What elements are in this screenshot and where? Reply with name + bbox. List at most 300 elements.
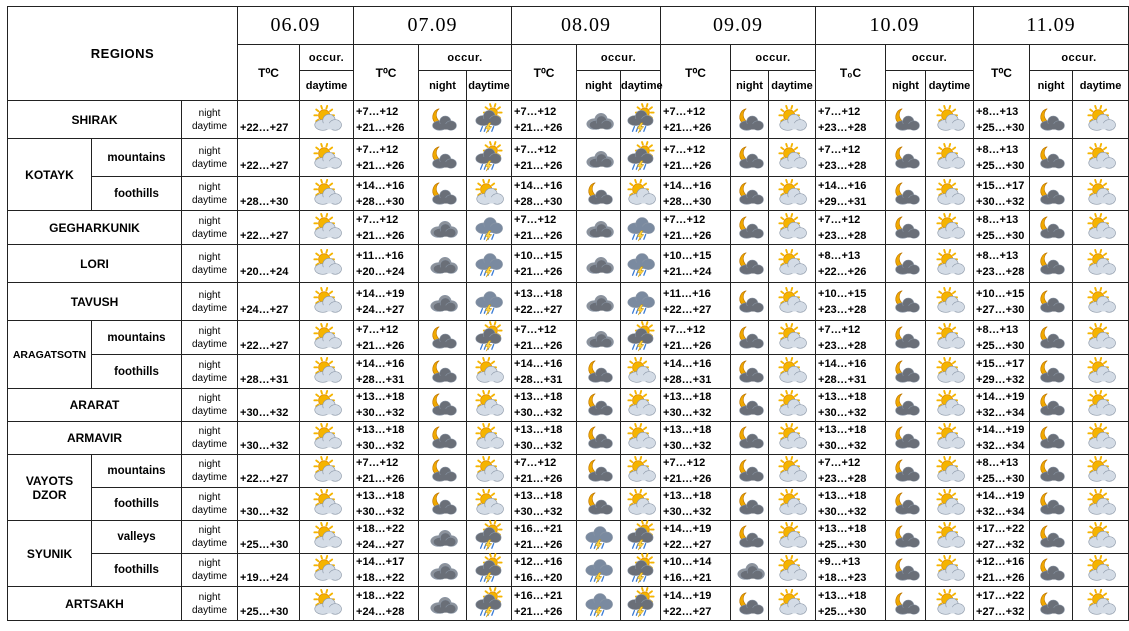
weather-cell (467, 389, 512, 422)
temperature-cell (974, 554, 1030, 587)
cloud-dark-icon (419, 522, 466, 552)
weather-cell (467, 211, 512, 245)
weather-cell (926, 245, 974, 283)
weather-cell (419, 101, 467, 139)
temperature-cell (354, 211, 419, 245)
weather-cell (926, 587, 974, 621)
night-temperature: +13…+18 (356, 490, 405, 502)
moon-cloud-icon (1030, 456, 1072, 486)
daytime-temperature: +18…+23 (818, 572, 867, 584)
weather-cell (621, 355, 661, 389)
daytime-temperature: +22…+27 (663, 605, 712, 618)
sun-cloud-icon (300, 179, 353, 209)
sun-cloud-icon (926, 179, 973, 209)
temperature-cell (661, 101, 731, 139)
temperature-cell (661, 245, 731, 283)
sun-cloud-icon (769, 213, 815, 243)
daytime-temperature: +20…+24 (356, 265, 405, 278)
weather-cell (621, 488, 661, 521)
daytime-temperature: +24…+27 (240, 303, 289, 316)
daytime-temperature: +30…+32 (663, 440, 712, 452)
cloud-dark-icon (577, 213, 620, 243)
moon-cloud-icon (731, 357, 768, 387)
weather-cell (1073, 139, 1129, 177)
region-aragatsotn: ARAGATSOTN (8, 321, 92, 389)
moon-cloud-icon (419, 390, 466, 420)
moon-cloud-icon (1030, 249, 1072, 279)
region-vayots-dzor: VAYOTS DZOR (8, 455, 92, 521)
weather-cell (886, 521, 926, 554)
period-daytime-label: daytime (192, 372, 228, 384)
daytime-subheader: daytime (769, 71, 816, 101)
period-daytime-label: daytime (192, 228, 228, 240)
weather-cell (731, 422, 769, 455)
storm-sun-icon (467, 589, 511, 619)
weather-cell (467, 101, 512, 139)
daytime-temperature: +30…+32 (240, 407, 289, 419)
weather-cell (621, 245, 661, 283)
region-shirak: SHIRAK (8, 101, 182, 139)
region-kotayk: KOTAYK (8, 139, 92, 211)
weather-cell (1030, 455, 1073, 488)
weather-cell (419, 422, 467, 455)
night-temperature: +13…+18 (663, 424, 712, 436)
moon-cloud-icon (886, 105, 925, 135)
temperature-cell (816, 211, 886, 245)
temperature-cell (354, 554, 419, 587)
moon-cloud-icon (731, 143, 768, 173)
night-temperature: +7…+12 (514, 457, 557, 469)
moon-cloud-icon (886, 589, 925, 619)
moon-cloud-icon (419, 179, 466, 209)
table-row (8, 245, 1129, 283)
daytime-temperature: +21…+26 (514, 121, 563, 134)
temperature-cell (816, 321, 886, 355)
moon-cloud-icon (1030, 589, 1072, 619)
temperature-cell (354, 587, 419, 621)
regions-header: REGIONS (8, 7, 238, 101)
temperature-cell (816, 139, 886, 177)
daytime-temperature: +22…+27 (240, 229, 289, 242)
temperature-cell (816, 587, 886, 621)
moon-cloud-icon (886, 213, 925, 243)
temperature-cell (661, 321, 731, 355)
temperature-cell (354, 521, 419, 554)
temperature-cell (238, 554, 300, 587)
region-ararat: ARARAT (8, 389, 182, 422)
date-header-11-09: 11.09 (974, 7, 1129, 45)
daytime-temperature: +28…+31 (514, 373, 563, 386)
period-daytime-label: daytime (192, 538, 228, 549)
moon-cloud-icon (1030, 213, 1072, 243)
moon-cloud-icon (731, 489, 768, 519)
occurrence-header: occur. (731, 45, 816, 71)
daytime-temperature: +23…+28 (818, 121, 867, 134)
weather-cell (731, 177, 769, 211)
period-daytime-label: daytime (192, 505, 228, 516)
period-labels (182, 177, 238, 211)
sun-cloud-icon (621, 390, 660, 420)
night-temperature (240, 286, 299, 302)
weather-cell (1030, 283, 1073, 321)
weather-cell (467, 422, 512, 455)
daytime-temperature: +21…+24 (663, 265, 712, 278)
weather-cell (769, 554, 816, 587)
weather-cell (419, 283, 467, 321)
weather-cell (1030, 521, 1073, 554)
weather-cell (769, 488, 816, 521)
daytime-temperature: +30…+32 (356, 407, 405, 419)
temperature-cell (816, 283, 886, 321)
night-temperature: +7…+12 (663, 213, 706, 226)
storm-cloud-icon (467, 249, 511, 279)
daytime-temperature: +29…+32 (976, 373, 1025, 386)
daytime-temperature: +30…+32 (514, 506, 563, 518)
moon-cloud-icon (731, 323, 768, 353)
region-gegharkunik: GEGHARKUNIK (8, 211, 182, 245)
period-labels (182, 139, 238, 177)
moon-cloud-icon (731, 522, 768, 552)
moon-cloud-icon (731, 287, 768, 317)
daytime-temperature: +22…+27 (663, 539, 712, 551)
night-temperature: +7…+12 (356, 143, 399, 156)
temperature-cell (512, 355, 577, 389)
weather-cell (769, 245, 816, 283)
weather-cell (419, 139, 467, 177)
weather-cell (886, 177, 926, 211)
weather-cell (731, 587, 769, 621)
weather-cell (419, 355, 467, 389)
daytime-temperature: +21…+26 (514, 265, 563, 278)
temperature-cell (512, 211, 577, 245)
sun-cloud-icon (926, 357, 973, 387)
period-labels (182, 455, 238, 488)
sun-cloud-icon (1073, 489, 1128, 519)
date-header-10-09: 10.09 (816, 7, 974, 45)
table-row (8, 139, 1129, 177)
daytime-temperature: +22…+26 (818, 265, 867, 278)
forecast-table-wrapper (7, 6, 1122, 618)
sun-cloud-icon (467, 390, 511, 420)
table-row (8, 101, 1129, 139)
weather-cell (1073, 245, 1129, 283)
weather-cell (769, 101, 816, 139)
weather-cell (926, 177, 974, 211)
sun-cloud-icon (300, 456, 353, 486)
temperature-cell (661, 587, 731, 621)
night-temperature: +15…+17 (976, 357, 1025, 370)
period-labels (182, 554, 238, 587)
period-labels (182, 521, 238, 554)
daytime-temperature: +22…+27 (240, 159, 289, 172)
period-daytime-label: daytime (192, 406, 228, 417)
weather-cell (419, 389, 467, 422)
daytime-temperature: +21…+26 (663, 159, 712, 172)
daytime-temperature: +16…+21 (663, 572, 712, 584)
night-temperature (240, 212, 299, 228)
table-row (8, 422, 1129, 455)
night-temperature: +14…+19 (356, 287, 405, 300)
weather-cell (1030, 554, 1073, 587)
temperature-cell (816, 422, 886, 455)
sun-cloud-icon (467, 423, 511, 453)
daytime-temperature: +27…+30 (976, 303, 1025, 316)
daytime-temperature: +30…+32 (240, 506, 289, 518)
temperature-cell (974, 587, 1030, 621)
cloud-dark-icon (577, 249, 620, 279)
temperature-cell (238, 587, 300, 621)
date-header-09-09: 09.09 (661, 7, 816, 45)
daytime-temperature: +23…+28 (818, 339, 867, 352)
storm-sun-icon (621, 105, 660, 135)
temperature-cell (974, 101, 1030, 139)
sun-cloud-icon (1073, 323, 1128, 353)
period-night-label: night (198, 215, 221, 227)
weather-cell (467, 488, 512, 521)
occurrence-header: occur. (886, 45, 974, 71)
moon-cloud-icon (1030, 105, 1072, 135)
night-subheader: night (1030, 71, 1073, 101)
weather-cell (1073, 521, 1129, 554)
table-row (8, 455, 1129, 488)
night-temperature: +7…+12 (514, 213, 557, 226)
temp-header: T⁰C (974, 45, 1030, 101)
night-temperature: +7…+12 (356, 105, 399, 118)
temperature-cell (354, 389, 419, 422)
moon-cloud-icon (419, 357, 466, 387)
sun-cloud-icon (769, 489, 815, 519)
table-row (8, 389, 1129, 422)
temperature-cell (354, 245, 419, 283)
temperature-cell (816, 101, 886, 139)
weather-cell (731, 211, 769, 245)
night-temperature: +13…+18 (818, 523, 867, 535)
storm-sun-icon (621, 143, 660, 173)
daytime-temperature: +22…+27 (240, 339, 289, 352)
sun-cloud-icon (926, 522, 973, 552)
temperature-cell (238, 101, 300, 139)
moon-cloud-icon (886, 390, 925, 420)
sun-cloud-icon (300, 105, 353, 135)
weather-cell (1030, 355, 1073, 389)
table-row (8, 211, 1129, 245)
night-temperature: +10…+15 (818, 287, 867, 300)
daytime-subheader: daytime (621, 71, 661, 101)
period-night-label: night (198, 393, 221, 404)
date-header-06-09: 06.09 (238, 7, 354, 45)
weather-cell (577, 245, 621, 283)
night-temperature: +7…+12 (663, 457, 706, 469)
cloud-dark-icon (577, 105, 620, 135)
sun-cloud-icon (926, 249, 973, 279)
subregion-foothills: foothills (92, 488, 182, 521)
weather-cell (1073, 554, 1129, 587)
weather-cell (926, 139, 974, 177)
daytime-temperature: +30…+32 (976, 195, 1025, 208)
daytime-temperature: +25…+30 (976, 339, 1025, 352)
weather-cell (886, 101, 926, 139)
weather-cell (467, 521, 512, 554)
daytime-temperature: +23…+28 (818, 303, 867, 316)
moon-cloud-icon (1030, 489, 1072, 519)
moon-cloud-icon (886, 357, 925, 387)
table-header (8, 7, 1129, 101)
date-header-07-09: 07.09 (354, 7, 512, 45)
sun-cloud-icon (621, 179, 660, 209)
temperature-cell (816, 177, 886, 211)
temperature-cell (974, 139, 1030, 177)
night-temperature: +10…+15 (514, 249, 563, 262)
weather-cell (577, 587, 621, 621)
weather-cell (886, 488, 926, 521)
weather-cell (769, 283, 816, 321)
night-temperature (240, 356, 299, 372)
daytime-temperature: +24…+28 (356, 605, 405, 618)
daytime-temperature: +16…+20 (514, 572, 563, 584)
night-temperature: +13…+18 (818, 589, 867, 602)
moon-cloud-icon (419, 143, 466, 173)
night-temperature: +13…+18 (514, 287, 563, 300)
temperature-cell (354, 455, 419, 488)
period-daytime-label: daytime (192, 338, 228, 350)
temperature-cell (354, 488, 419, 521)
period-daytime-label: daytime (192, 302, 228, 314)
weather-cell (769, 587, 816, 621)
sun-cloud-icon (1073, 423, 1128, 453)
weather-cell (886, 355, 926, 389)
daytime-temperature: +23…+28 (818, 159, 867, 172)
weather-cell (1030, 587, 1073, 621)
weather-cell (1073, 101, 1129, 139)
weather-cell (926, 283, 974, 321)
weather-cell (886, 554, 926, 587)
daytime-temperature: +30…+32 (663, 407, 712, 419)
moon-cloud-icon (577, 423, 620, 453)
weather-cell (467, 554, 512, 587)
weather-cell (621, 321, 661, 355)
daytime-temperature: +21…+26 (356, 159, 405, 172)
temperature-cell (238, 283, 300, 321)
night-temperature: +14…+16 (818, 357, 867, 370)
night-temperature (240, 178, 299, 194)
daytime-temperature: +21…+26 (514, 339, 563, 352)
weather-cell (621, 587, 661, 621)
night-temperature (240, 322, 299, 338)
night-temperature: +14…+19 (663, 589, 712, 602)
weather-cell (621, 177, 661, 211)
period-daytime-label: daytime (192, 604, 228, 616)
temp-header: T⁰C (512, 45, 577, 101)
daytime-temperature: +21…+26 (514, 473, 563, 485)
weather-cell (577, 389, 621, 422)
weather-cell (1073, 177, 1129, 211)
region-tavush: TAVUSH (8, 283, 182, 321)
weather-cell (467, 321, 512, 355)
weather-cell (419, 245, 467, 283)
sun-cloud-icon (1073, 287, 1128, 317)
weather-cell (300, 283, 354, 321)
weather-cell (467, 283, 512, 321)
night-temperature: +14…+16 (514, 357, 563, 370)
sun-cloud-icon (926, 287, 973, 317)
night-temperature: +7…+12 (818, 457, 861, 469)
temperature-cell (816, 488, 886, 521)
weather-cell (467, 355, 512, 389)
weather-cell (1073, 422, 1129, 455)
moon-cloud-icon (731, 456, 768, 486)
weather-cell (731, 554, 769, 587)
weather-cell (926, 355, 974, 389)
temperature-cell (974, 177, 1030, 211)
period-night-label: night (198, 426, 221, 437)
daytime-temperature: +32…+34 (976, 440, 1025, 452)
storm-sun-icon (467, 323, 511, 353)
night-subheader: night (886, 71, 926, 101)
temperature-cell (354, 422, 419, 455)
weather-cell (926, 389, 974, 422)
weather-cell (731, 521, 769, 554)
temperature-cell (354, 177, 419, 211)
weather-cell (467, 587, 512, 621)
daytime-temperature: +30…+32 (818, 407, 867, 419)
period-labels (182, 321, 238, 355)
night-temperature: +10…+14 (663, 556, 712, 568)
sun-cloud-icon (769, 522, 815, 552)
night-temperature: +7…+12 (818, 213, 861, 226)
night-temperature: +13…+18 (818, 391, 867, 403)
period-night-label: night (198, 359, 221, 371)
daytime-temperature: +28…+31 (356, 373, 405, 386)
weather-cell (300, 245, 354, 283)
weather-cell (926, 554, 974, 587)
sun-cloud-icon (769, 555, 815, 585)
weather-cell (300, 355, 354, 389)
temperature-cell (512, 101, 577, 139)
storm-cloud-icon (621, 287, 660, 317)
daytime-temperature: +23…+28 (976, 265, 1025, 278)
weather-cell (1073, 355, 1129, 389)
weather-cell (1073, 587, 1129, 621)
night-temperature: +10…+15 (663, 249, 712, 262)
daytime-temperature: +21…+26 (976, 572, 1025, 584)
period-labels (182, 389, 238, 422)
night-temperature: +14…+16 (818, 179, 867, 192)
temp-header: T⁰C (661, 45, 731, 101)
weather-cell (621, 554, 661, 587)
sun-cloud-icon (926, 456, 973, 486)
moon-cloud-icon (1030, 179, 1072, 209)
weather-cell (577, 422, 621, 455)
temperature-cell (512, 177, 577, 211)
sun-cloud-icon (300, 323, 353, 353)
sun-cloud-icon (467, 456, 511, 486)
weather-cell (1073, 283, 1129, 321)
weather-cell (1030, 488, 1073, 521)
temp-header: T⁰C (354, 45, 419, 101)
sun-cloud-icon (769, 287, 815, 317)
weather-cell (769, 355, 816, 389)
night-temperature: +8…+13 (976, 143, 1019, 156)
weather-cell (1030, 211, 1073, 245)
sun-cloud-icon (926, 143, 973, 173)
period-night-label: night (198, 325, 221, 337)
cloud-dark-icon (419, 249, 466, 279)
table-row (8, 177, 1129, 211)
weather-cell (769, 389, 816, 422)
night-temperature: +7…+12 (514, 143, 557, 156)
temperature-cell (238, 245, 300, 283)
temperature-cell (661, 422, 731, 455)
